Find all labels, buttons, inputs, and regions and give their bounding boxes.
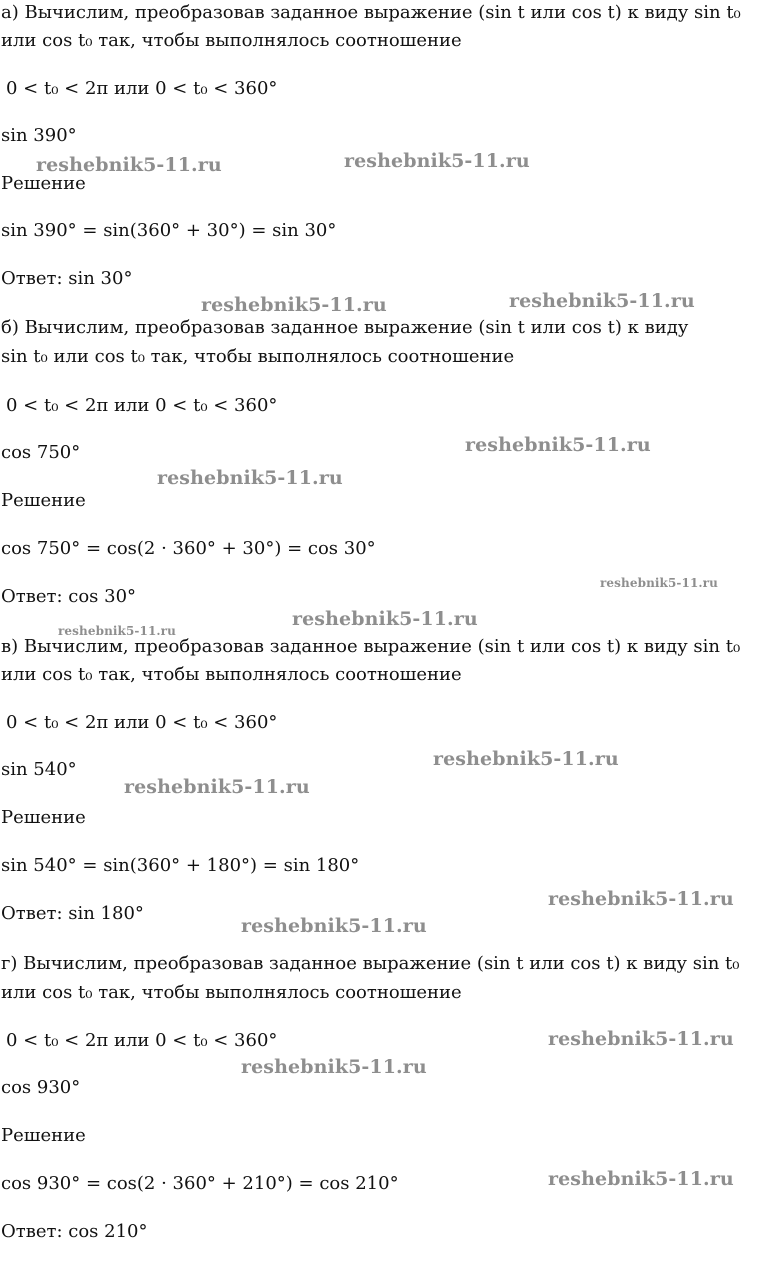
section-a-intro-line1: а) Вычислим, преобразовав заданное выражение (sin t или cos t) к виду sin t₀	[1, 2, 741, 23]
watermark: reshebnik5-11.ru	[58, 624, 176, 638]
section-a-solution: sin 390° = sin(360° + 30°) = sin 30°	[1, 220, 337, 241]
watermark: reshebnik5-11.ru	[433, 748, 619, 770]
section-b-intro-line2: sin t₀ или cos t₀ так, чтобы выполнялось соотношение	[1, 346, 515, 367]
watermark: reshebnik5-11.ru	[241, 1056, 427, 1078]
section-v-solution-label: Решение	[1, 807, 86, 828]
section-b-intro-line1: б) Вычислим, преобразовав заданное выражение (sin t или cos t) к виду	[1, 317, 689, 338]
section-v-expression: sin 540°	[1, 759, 77, 780]
watermark: reshebnik5-11.ru	[124, 776, 310, 798]
section-a-answer: Ответ: sin 30°	[1, 268, 133, 289]
section-a-condition: 0 < t₀ < 2π или 0 < t₀ < 360°	[6, 78, 278, 99]
section-b-condition: 0 < t₀ < 2π или 0 < t₀ < 360°	[6, 395, 278, 416]
section-g-solution: cos 930° = cos(2 · 360° + 210°) = cos 210°	[1, 1173, 399, 1194]
section-g-expression: cos 930°	[1, 1077, 81, 1098]
watermark: reshebnik5-11.ru	[600, 576, 718, 590]
section-v-solution: sin 540° = sin(360° + 180°) = sin 180°	[1, 855, 360, 876]
watermark: reshebnik5-11.ru	[201, 294, 387, 316]
section-v-intro-line1: в) Вычислим, преобразовав заданное выражение (sin t или cos t) к виду sin t₀	[1, 636, 741, 657]
watermark: reshebnik5-11.ru	[548, 1168, 734, 1190]
watermark: reshebnik5-11.ru	[292, 608, 478, 630]
section-g-intro-line1: г) Вычислим, преобразовав заданное выражение (sin t или cos t) к виду sin t₀	[1, 953, 740, 974]
watermark: reshebnik5-11.ru	[509, 290, 695, 312]
section-a-solution-label: Решение	[1, 173, 86, 194]
watermark: reshebnik5-11.ru	[157, 467, 343, 489]
section-b-solution-label: Решение	[1, 490, 86, 511]
section-a-expression: sin 390°	[1, 125, 77, 146]
section-v-condition: 0 < t₀ < 2π или 0 < t₀ < 360°	[6, 712, 278, 733]
section-b-answer: Ответ: cos 30°	[1, 586, 137, 607]
section-b-solution: cos 750° = cos(2 · 360° + 30°) = cos 30°	[1, 538, 376, 559]
section-v-answer: Ответ: sin 180°	[1, 903, 144, 924]
watermark: reshebnik5-11.ru	[241, 915, 427, 937]
watermark: reshebnik5-11.ru	[344, 150, 530, 172]
watermark: reshebnik5-11.ru	[36, 154, 222, 176]
watermark: reshebnik5-11.ru	[548, 1028, 734, 1050]
watermark: reshebnik5-11.ru	[465, 434, 651, 456]
section-g-answer: Ответ: cos 210°	[1, 1221, 148, 1242]
section-g-solution-label: Решение	[1, 1125, 86, 1146]
section-g-intro-line2: или cos t₀ так, чтобы выполнялось соотношение	[1, 982, 462, 1003]
section-g-condition: 0 < t₀ < 2π или 0 < t₀ < 360°	[6, 1030, 278, 1051]
section-v-intro-line2: или cos t₀ так, чтобы выполнялось соотношение	[1, 664, 462, 685]
section-a-intro-line2: или cos t₀ так, чтобы выполнялось соотношение	[1, 30, 462, 51]
watermark: reshebnik5-11.ru	[548, 888, 734, 910]
section-b-expression: cos 750°	[1, 442, 81, 463]
